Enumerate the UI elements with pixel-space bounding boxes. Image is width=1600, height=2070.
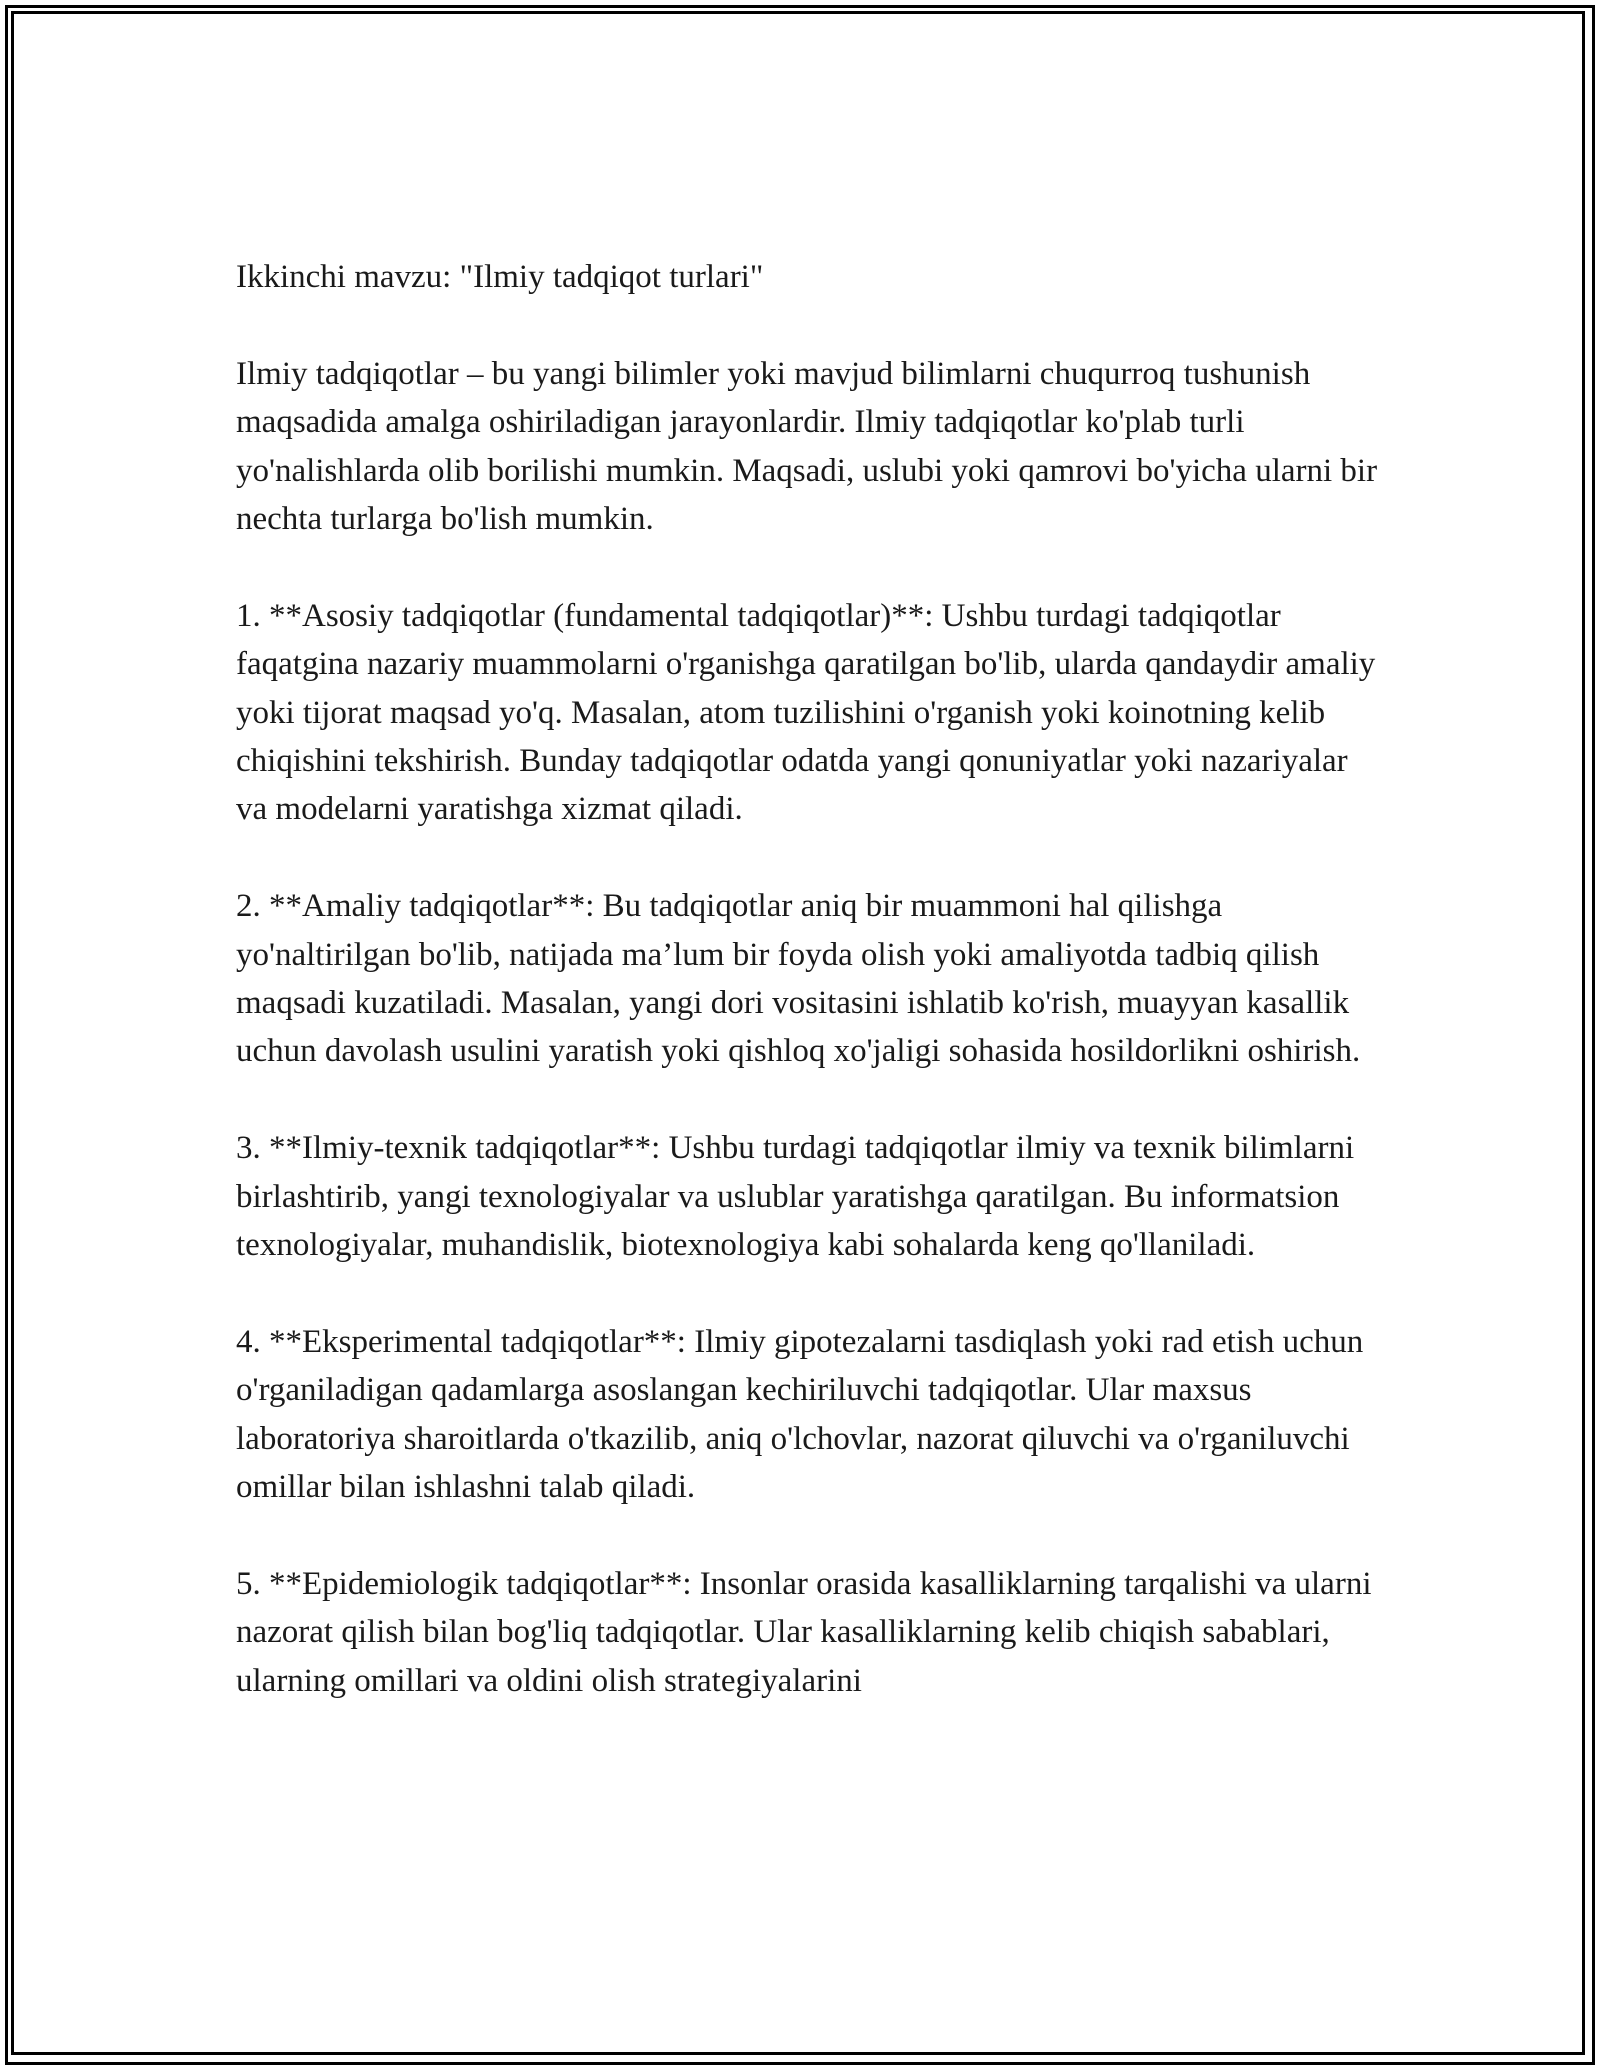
- intro-paragraph: Ilmiy tadqiqotlar – bu yangi bilimler yoki mavjud bilimlarni chuqurroq tushunish maqsadida amalga oshiriladigan jarayonlardir. Ilmiy tadqiqotlar ko'plab turli yo'nalishlarda olib borilishi mumkin. Maqsadi, uslubi yoki qamrovi bo'yicha ularni bir nechta turlarga bo'lish mumkin.: [236, 355, 1378, 538]
- list-item: 1. **Asosiy tadqiqotlar (fundamental tadqiqotlar)**: Ushbu turdagi tadqiqotlar faqatgina nazariy muammolarni o'rganishga qaratilgan bo'lib, ularda qandaydir amaliy yoki tijorat maqsad yo'q. Masalan, atom tuzilishini o'rganish yoki koinotning kelib chiqishini tekshirish. Bunday tadqiqotlar odatda yangi qonuniyatlar yoki nazariyalar va modelarni yaratishga xizmat qiladi.: [236, 597, 1376, 828]
- list-item: 5. **Epidemiologik tadqiqotlar**: Insonlar orasida kasalliklarning tarqalishi va ularni nazorat qilish bilan bog'liq tadqiqotlar. Ular kasalliklarning kelib chiqish sabablari, ularning omillari va oldini olish strategiyalarini: [236, 1565, 1372, 1699]
- document-title: Ikkinchi mavzu: "Ilmiy tadqiqot turlari": [236, 259, 764, 295]
- list-item: 4. **Eksperimental tadqiqotlar**: Ilmiy gipotezalarni tasdiqlash yoki rad etish uchun o'rganiladigan qadamlarga asoslangan kechiriluvchi tadqiqotlar. Ular maxsus laboratoriya sharoitlarda o'tkazilib, aniq o'lchovlar, nazorat qiluvchi va o'rganiluvchi omillar bilan ishlashni talab qiladi.: [236, 1323, 1364, 1506]
- list-item: 2. **Amaliy tadqiqotlar**: Bu tadqiqotlar aniq bir muammoni hal qilishga yo'naltirilgan bo'lib, natijada ma’lum bir foyda olish yoki amaliyotda tadbiq qilish maqsadi kuzatiladi. Masalan, yangi dori vositasini ishlatib ko'rish, muayyan kasallik uchun davolash usulini yaratish yoki qishloq xo'jaligi sohasida hosildorlikni oshirish.: [236, 888, 1361, 1070]
- list-item: 3. **Ilmiy-texnik tadqiqotlar**: Ushbu turdagi tadqiqotlar ilmiy va texnik bilimlarni birlashtirib, yangi texnologiyalar va uslublar yaratishga qaratilgan. Bu informatsion texnologiyalar, muhandislik, biotexnologiya kabi sohalarda keng qo'llaniladi.: [236, 1130, 1355, 1264]
- document-body: [236, 253, 1386, 1705]
